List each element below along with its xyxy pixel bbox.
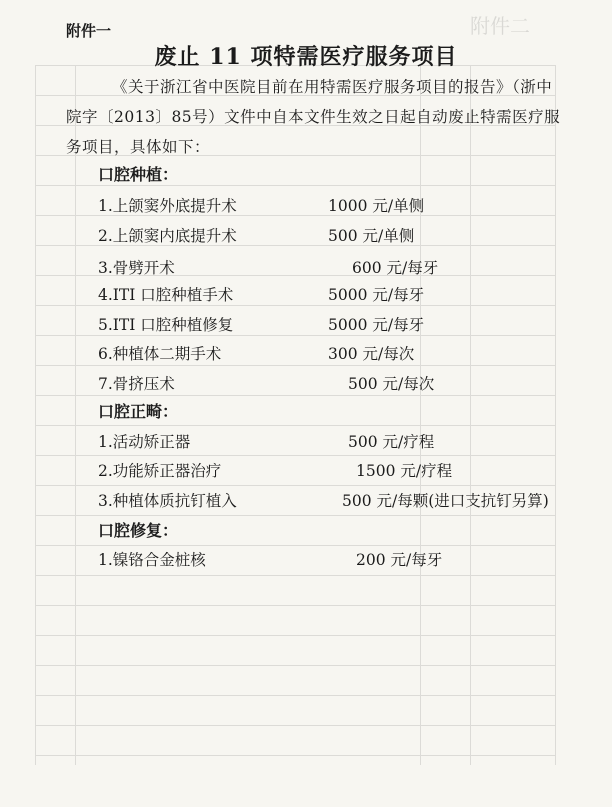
service-item-price: 500 元/每次 — [348, 375, 435, 393]
service-item-name: 2.上颌窦内底提升术 — [98, 227, 237, 245]
service-item-name: 1.镍铬合金桩核 — [98, 551, 206, 569]
service-item-name: 4.ITI 口腔种植手术 — [98, 286, 234, 304]
service-item-price: 500 元/每颗(进口支抗钉另算) — [342, 492, 549, 510]
service-item-name: 2.功能矫正器治疗 — [98, 462, 222, 480]
service-item-name: 7.骨挤压术 — [98, 375, 175, 393]
annex-label: 附件一 — [66, 22, 112, 40]
category-heading: 口腔种植： — [98, 165, 179, 184]
service-item-price: 600 元/每牙 — [352, 259, 439, 277]
service-item-name: 3.骨劈开术 — [98, 259, 175, 277]
category-heading: 口腔修复： — [98, 521, 179, 540]
service-item-name: 3.种植体质抗钉植入 — [98, 492, 237, 510]
intro-paragraph: 《关于浙江省中医院目前在用特需医疗服务项目的报告》（浙中院字〔2013〕85号）文件中自本文件生效之日起自动废止特需医疗服务项目，具体如下： — [66, 78, 561, 156]
service-item-name: 1.活动矫正器 — [98, 433, 191, 451]
service-item-price: 300 元/每次 — [328, 345, 415, 363]
service-item-price: 500 元/单侧 — [328, 227, 415, 245]
document-title: 废止 11 项特需医疗服务项目 — [154, 44, 458, 70]
service-item-price: 1000 元/单侧 — [328, 197, 425, 215]
service-item-price: 5000 元/每牙 — [328, 316, 425, 334]
service-item-price: 500 元/疗程 — [348, 433, 435, 451]
service-item-price: 5000 元/每牙 — [328, 286, 425, 304]
category-heading: 口腔正畸： — [98, 402, 179, 421]
service-item-name: 5.ITI 口腔种植修复 — [98, 316, 234, 334]
service-item-name: 6.种植体二期手术 — [98, 345, 222, 363]
service-item-price: 1500 元/疗程 — [356, 462, 453, 480]
bleed-through-title: 附件二 — [470, 14, 530, 38]
service-item-name: 1.上颌窦外底提升术 — [98, 197, 237, 215]
service-item-price: 200 元/每牙 — [356, 551, 443, 569]
